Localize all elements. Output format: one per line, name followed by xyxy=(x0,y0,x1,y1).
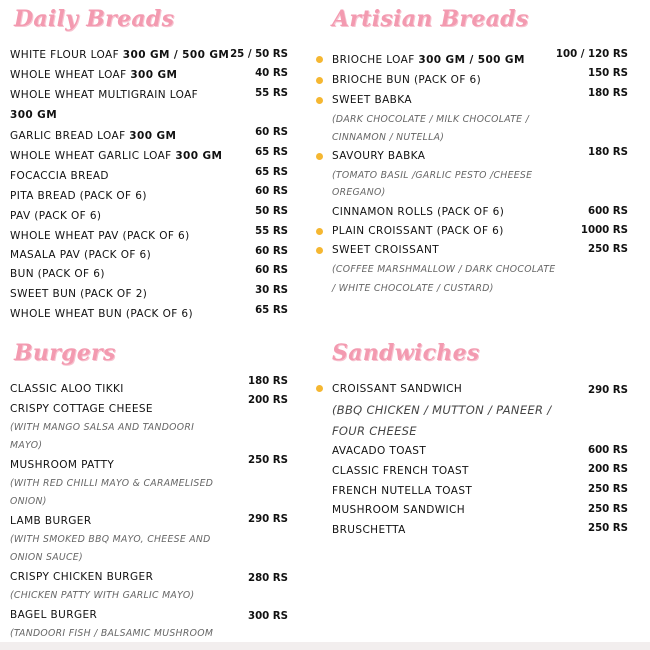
item-price: 65 RS xyxy=(255,167,288,178)
item-price: 25 / 50 RS xyxy=(230,49,288,60)
menu-item: BAGEL BURGER xyxy=(10,609,98,621)
item-description: (CHICKEN PATTY WITH GARLIC MAYO) xyxy=(10,590,195,601)
sandwiches-title: Sandwiches xyxy=(332,340,480,366)
item-price: 200 RS xyxy=(248,395,288,406)
menu-item: CLASSIC FRENCH TOAST xyxy=(332,465,469,477)
item-description: (WITH MANGO SALSA AND TANDOORI xyxy=(10,422,195,433)
item-description: MAYO) xyxy=(10,440,43,451)
item-price: 250 RS xyxy=(588,244,628,255)
item-price: 250 RS xyxy=(588,523,628,534)
item-price: 180 RS xyxy=(248,376,288,387)
menu-item: SWEET CROISSANT xyxy=(332,244,440,256)
menu-item-continued: 300 GM xyxy=(10,109,58,121)
burgers-title: Burgers xyxy=(14,340,116,366)
item-description: FOUR CHEESE xyxy=(332,424,417,438)
item-description: CINNAMON / NUTELLA) xyxy=(332,132,445,143)
menu-item: WHITE FLOUR LOAF 300 GM / 500 GM xyxy=(10,49,230,61)
menu-item: AVACADO TOAST xyxy=(332,445,427,457)
menu-item: SWEET BABKA xyxy=(332,94,412,106)
menu-item: CINNAMON ROLLS (PACK OF 6) xyxy=(332,206,505,218)
menu-item: BUN (PACK OF 6) xyxy=(10,268,105,280)
item-price: 40 RS xyxy=(255,68,288,79)
menu-item: PITA BREAD (PACK OF 6) xyxy=(10,190,147,202)
bullet-icon xyxy=(316,385,323,392)
bullet-icon xyxy=(316,247,323,254)
item-price: 180 RS xyxy=(588,88,628,99)
item-price: 280 RS xyxy=(248,573,288,584)
item-price: 1000 RS xyxy=(580,225,628,236)
item-price: 100 / 120 RS xyxy=(555,49,628,60)
item-price: 60 RS xyxy=(255,127,288,138)
item-price: 300 RS xyxy=(248,611,288,622)
item-price: 600 RS xyxy=(588,206,628,217)
menu-item: MUSHROOM PATTY xyxy=(10,459,115,471)
menu-item: CLASSIC ALOO TIKKI xyxy=(10,383,124,395)
menu-item: PLAIN CROISSANT (PACK OF 6) xyxy=(332,225,504,237)
item-price: 30 RS xyxy=(255,285,288,296)
item-description: (COFFEE MARSHMALLOW / DARK CHOCOLATE xyxy=(332,264,556,275)
item-price: 60 RS xyxy=(255,186,288,197)
item-price: 250 RS xyxy=(248,455,288,466)
item-price: 65 RS xyxy=(255,147,288,158)
item-description: OREGANO) xyxy=(332,187,386,198)
item-description: (DARK CHOCOLATE / MILK CHOCOLATE / xyxy=(332,114,530,125)
menu-item: CRISPY COTTAGE CHEESE xyxy=(10,403,153,415)
menu-item: CROISSANT SANDWICH xyxy=(332,383,463,395)
menu-item: FRENCH NUTELLA TOAST xyxy=(332,485,473,497)
item-price: 180 RS xyxy=(588,147,628,158)
item-price: 60 RS xyxy=(255,265,288,276)
menu-item: WHOLE WHEAT BUN (PACK OF 6) xyxy=(10,308,194,320)
menu-item: PAV (PACK OF 6) xyxy=(10,210,102,222)
item-price: 55 RS xyxy=(255,226,288,237)
menu-item: GARLIC BREAD LOAF 300 GM xyxy=(10,130,177,142)
item-price: 600 RS xyxy=(588,445,628,456)
item-price: 60 RS xyxy=(255,246,288,257)
menu-item: WHOLE WHEAT MULTIGRAIN LOAF xyxy=(10,89,199,101)
menu-item: BRIOCHE LOAF 300 GM / 500 GM xyxy=(332,54,525,66)
bullet-icon xyxy=(316,153,323,160)
item-price: 65 RS xyxy=(255,305,288,316)
menu-item: LAMB BURGER xyxy=(10,515,92,527)
item-description: / WHITE CHOCOLATE / CUSTARD) xyxy=(332,283,494,294)
item-price: 290 RS xyxy=(248,514,288,525)
item-price: 250 RS xyxy=(588,504,628,515)
item-price: 50 RS xyxy=(255,206,288,217)
daily-breads-title: Daily Breads xyxy=(14,6,175,32)
menu-item: WHOLE WHEAT PAV (PACK OF 6) xyxy=(10,230,190,242)
item-description: (WITH SMOKED BBQ MAYO, CHEESE AND xyxy=(10,534,211,545)
item-description: (BBQ CHICKEN / MUTTON / PANEER / xyxy=(332,403,552,417)
bullet-icon xyxy=(316,228,323,235)
item-price: 150 RS xyxy=(588,68,628,79)
menu-item: MASALA PAV (PACK OF 6) xyxy=(10,249,152,261)
menu-item: FOCACCIA BREAD xyxy=(10,170,109,182)
bullet-icon xyxy=(316,77,323,84)
item-price: 55 RS xyxy=(255,88,288,99)
item-description: (WITH RED CHILLI MAYO & CARAMELISED xyxy=(10,478,214,489)
menu-item: WHOLE WHEAT GARLIC LOAF 300 GM xyxy=(10,150,223,162)
menu-item: BRIOCHE BUN (PACK OF 6) xyxy=(332,74,482,86)
bullet-icon xyxy=(316,97,323,104)
item-price: 290 RS xyxy=(588,385,628,396)
menu-item: SWEET BUN (PACK OF 2) xyxy=(10,288,148,300)
bullet-icon xyxy=(316,56,323,63)
menu-item: SAVOURY BABKA xyxy=(332,150,426,162)
menu-item: WHOLE WHEAT LOAF 300 GM xyxy=(10,69,178,81)
artisan-breads-title: Artisian Breads xyxy=(332,6,529,32)
item-description: ONION SAUCE) xyxy=(10,552,83,563)
item-price: 200 RS xyxy=(588,464,628,475)
item-description: ONION) xyxy=(10,496,47,507)
menu-item: CRISPY CHICKEN BURGER xyxy=(10,571,154,583)
item-description: (TOMATO BASIL /GARLIC PESTO /CHEESE xyxy=(332,170,533,181)
bottom-divider xyxy=(0,642,650,650)
item-description: (TANDOORI FISH / BALSAMIC MUSHROOM xyxy=(10,628,214,639)
menu-item: MUSHROOM SANDWICH xyxy=(332,504,466,516)
menu-item: BRUSCHETTA xyxy=(332,524,406,536)
item-price: 250 RS xyxy=(588,484,628,495)
